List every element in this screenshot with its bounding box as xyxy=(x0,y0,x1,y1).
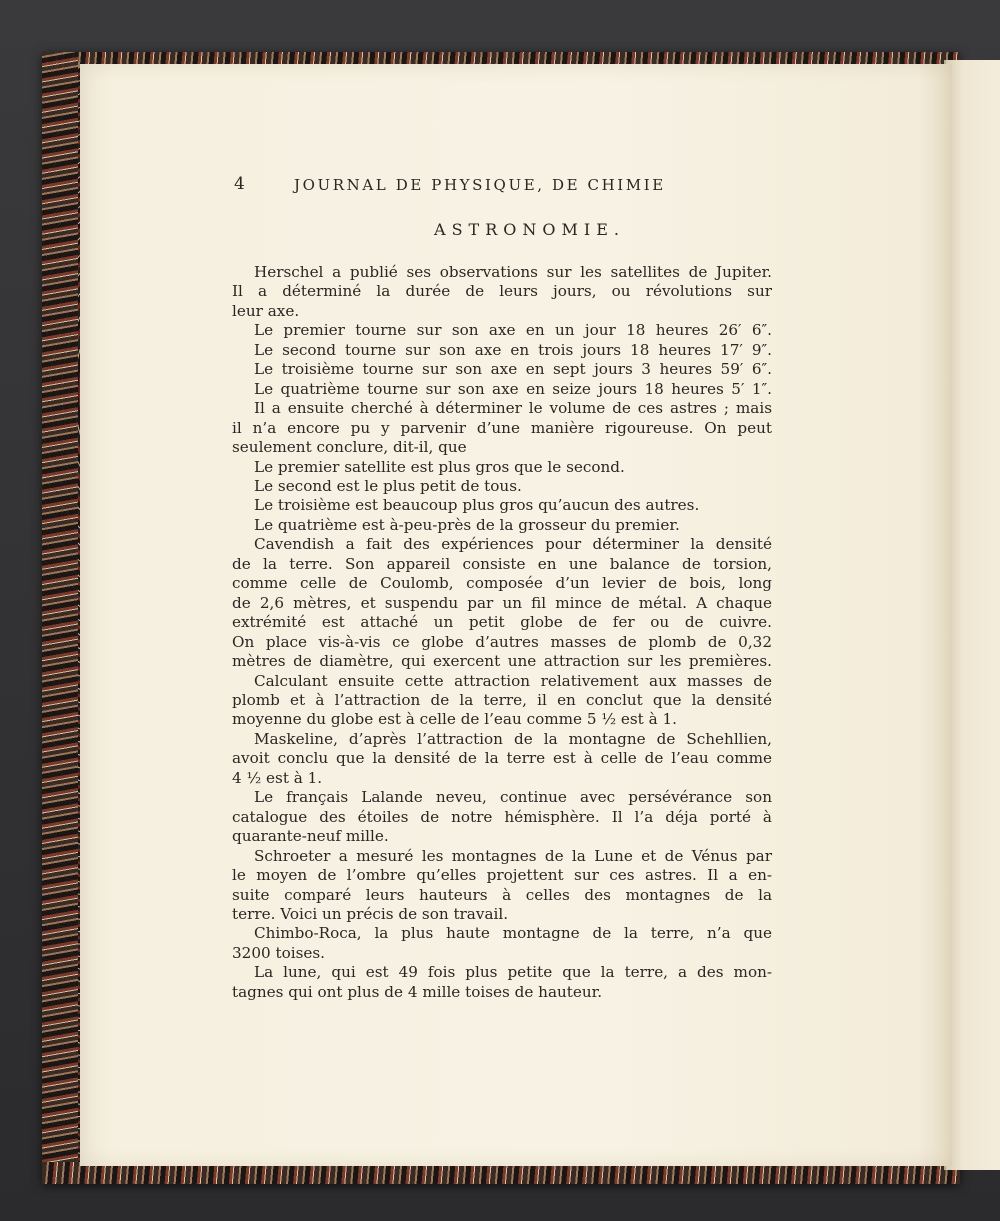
text-line: Schroeter a mesuré les montagnes de la Lune et de Vénus par xyxy=(254,846,772,865)
text-line: seulement conclure, dit-il, que xyxy=(232,438,467,457)
text-line: avoit conclu que la densité de la terre est à celle de l’eau comme xyxy=(232,749,772,768)
text-line: mètres de diamètre, qui exercent une attraction sur les premières. xyxy=(232,652,772,671)
text-line: de 2,6 mètres, et suspendu par un fil mince de métal. A chaque xyxy=(232,593,772,612)
text-line: quarante-neuf mille. xyxy=(232,827,389,846)
body-text xyxy=(232,263,777,1002)
page-header xyxy=(232,170,777,200)
text-line: Il a ensuite cherché à déterminer le volume de ces astres ; mais xyxy=(254,399,772,418)
page-content xyxy=(232,170,777,1002)
text-line: Herschel a publié ses observations sur les satellites de Jupiter. xyxy=(254,263,772,281)
text-line: plomb et à l’attraction de la terre, il en conclut que la densité xyxy=(232,690,772,709)
text-line: tagnes qui ont plus de 4 mille toises de hauteur. xyxy=(232,982,603,1001)
text-line: On place vis-à-vis ce globe d’autres masses de plomb de 0,32 xyxy=(232,632,772,651)
next-leaf-edge xyxy=(944,60,1000,1170)
text-line: Le second est le plus petit de tous. xyxy=(254,476,522,495)
text-line: de la terre. Son appareil consiste en une balance de torsion, xyxy=(232,554,772,573)
text-line: Le troisième est beaucoup plus gros qu’aucun des autres. xyxy=(254,496,700,515)
text-line: suite comparé leurs hauteurs à celles des montagnes de la xyxy=(232,885,772,904)
text-line: Calculant ensuite cette attraction relativement aux masses de xyxy=(254,671,772,690)
text-line: moyenne du globe est à celle de l’eau comme 5 ½ est à 1. xyxy=(232,710,677,729)
text-line: Le premier satellite est plus gros que le second. xyxy=(254,457,625,476)
text-line: Le quatrième est à-peu-près de la grosseur du premier. xyxy=(254,515,680,534)
text-line: extrémité est attaché un petit globe de fer ou de cuivre. xyxy=(232,613,772,632)
text-line: 4 ½ est à 1. xyxy=(232,768,323,787)
text-line: Cavendish a fait des expériences pour déterminer la densité xyxy=(254,535,772,554)
cover-edge-left xyxy=(42,52,78,1184)
text-line: comme celle de Coulomb, composée d’un levier de bois, long xyxy=(232,574,772,593)
text-line: Il a déterminé la durée de leurs jours, ou révolutions sur xyxy=(232,282,772,301)
text-line: Le troisième tourne sur son axe en sept jours 3 heures 59′ 6″. xyxy=(254,360,772,379)
text-line: le moyen de l’ombre qu’elles projettent sur ces astres. Il a en- xyxy=(232,866,772,885)
text-line: catalogue des étoiles de notre hémisphère. Il l’a déja porté à xyxy=(232,807,772,826)
page-number: 4 xyxy=(234,174,245,194)
text-line: leur axe. xyxy=(232,301,300,320)
text-line: Chimbo-Roca, la plus haute montagne de la terre, n’a que xyxy=(254,924,772,943)
text-line: Maskeline, d’après l’attraction de la montagne de Schehllien, xyxy=(254,729,772,748)
text-line: La lune, qui est 49 fois plus petite que la terre, a des mon- xyxy=(254,963,772,982)
text-line: 3200 toises. xyxy=(232,943,325,962)
text-line: il n’a encore pu y parvenir d’une manière rigoureuse. On peut xyxy=(232,418,772,437)
running-head: JOURNAL DE PHYSIQUE, DE CHIMIE xyxy=(294,176,666,194)
text-line: Le premier tourne sur son axe en un jour 18 heures 26′ 6″. xyxy=(254,321,772,340)
text-line: terre. Voici un précis de son travail. xyxy=(232,904,509,923)
text-line: Le second tourne sur son axe en trois jours 18 heures 17′ 9″. xyxy=(254,340,772,359)
section-title: ASTRONOMIE. xyxy=(434,220,625,239)
text-line: Le quatrième tourne sur son axe en seize jours 18 heures 5′ 1″. xyxy=(254,379,772,398)
text-line: Le français Lalande neveu, continue avec persévérance son xyxy=(254,788,772,807)
